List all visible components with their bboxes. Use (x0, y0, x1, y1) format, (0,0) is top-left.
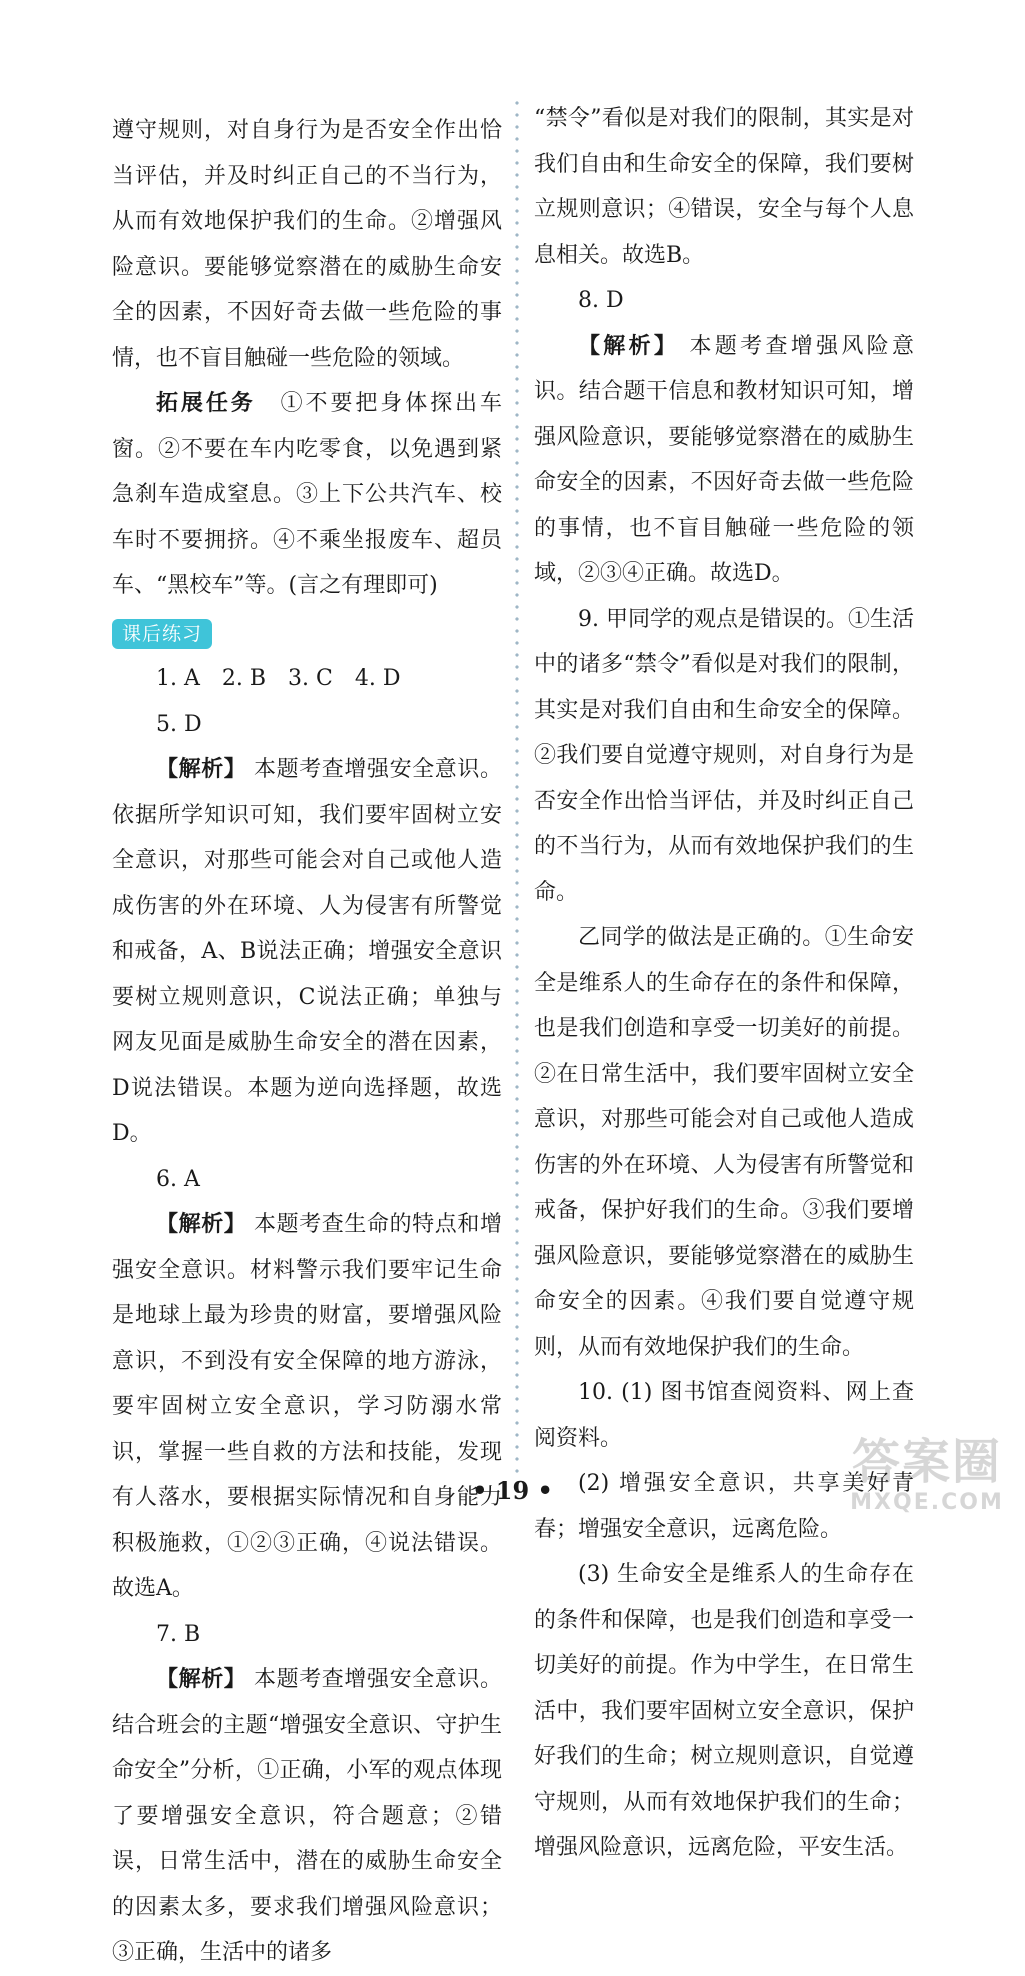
analysis-8-text: 本题考查增强风险意识。结合题干信息和教材知识可知，增强风险意识，要能够觉察潜在的威胁生命安全的因素，不因好奇去做一些危险的事情，也不盲目触碰一些危险的领域，②③④正确。故选D。 (534, 333, 914, 586)
analysis-label: 【解析】 (156, 1667, 247, 1692)
watermark-logo (842, 1434, 1012, 1530)
answer-10-2: (2) 增强安全意识，共享美好青春；增强安全意识，远离危险。 (534, 1471, 914, 1542)
analysis-7-text: 本题考查增强安全意识。结合班会的主题“增强安全意识、守护生命安全”分析，①正确，小军的观点体现了要增强安全意识，符合题意；②错误，日常生活中，潜在的威胁生命安全的因素太多，要求我们增强风险意识；③正确，生活中的诸多 (112, 1667, 502, 1965)
answer-5: 5. D (156, 711, 202, 737)
analysis-label: 【解析】 (156, 1212, 247, 1237)
analysis-5 (112, 747, 502, 1157)
right-column (534, 96, 914, 1871)
analysis-label: 【解析】 (578, 333, 680, 359)
extension-task-text: ①不要把身体探出车窗。②不要在车内吃零食，以免遇到紧急刹车造成窒息。③上下公共汽车、校车时不要拥挤。④不乘坐报废车、超员车、“黑校车”等。(言之有理即可) (112, 391, 502, 598)
answer-6: 6. A (156, 1166, 200, 1192)
left-column (112, 108, 502, 1976)
answers-1-4: 1. A 2. B 3. C 4. D (156, 666, 401, 691)
watermark-text: 答案圈 (851, 1434, 1002, 1490)
analysis-label: 【解析】 (156, 757, 247, 782)
extension-task-label: 拓展任务 (156, 391, 256, 416)
page-number: • 19 • (472, 1476, 553, 1505)
analysis-7 (112, 1657, 502, 1976)
watermark-domain: MXQE.COM (850, 1490, 1004, 1515)
analysis-6-text: 本题考查生命的特点和增强安全意识。材料警示我们要牢记生命是地球上最为珍贵的财富，要增强风险意识，不到没有安全保障的地方游泳，要牢固树立安全意识，学习防溺水常识，掌握一些自救的方法和技能，发现有人落水，要根据实际情况和自身能力积极施救，①②③正确，④说法错误。故选A。 (112, 1212, 502, 1601)
answer-8: 8. D (578, 288, 624, 313)
answer-10-3: (3) 生命安全是维系人的生命存在的条件和保障，也是我们创造和享受一切美好的前提。作为中学生，在日常生活中，我们要牢固树立安全意识，保护好我们的生命；树立规则意识，自觉遵守规则，从而有效地保护我们的生命；增强风险意识，远离危险，平安生活。 (534, 1562, 914, 1860)
answer-9-part-a: 9. 甲同学的观点是错误的。①生活中的诸多“禁令”看似是对我们的限制，其实是对我们自由和生命安全的保障。②我们要自觉遵守规则，对自身行为是否安全作出恰当评估，并及时纠正自己的不当行为，从而有效地保护我们的生命。 (534, 606, 914, 905)
answer-9-part-b: 乙同学的做法是正确的。①生命安全是维系人的生命存在的条件和保障，也是我们创造和享受一切美好的前提。②在日常生活中，我们要牢固树立安全意识，对那些可能会对自己或他人造成伤害的外在环境、人为侵害有所警觉和戒备，保护好我们的生命。③我们要增强风险意识，要能够觉察潜在的威胁生命安全的因素。④我们要自觉遵守规则，从而有效地保护我们的生命。 (534, 925, 914, 1360)
section-badge-homework: 课后练习 (112, 619, 212, 649)
answer-7: 7. B (156, 1621, 201, 1647)
extension-task (112, 381, 502, 609)
analysis-8 (534, 324, 914, 597)
intro-paragraph: 遵守规则，对自身行为是否安全作出恰当评估，并及时纠正自己的不当行为，从而有效地保护我们的生命。②增强风险意识。要能够觉察潜在的威胁生命安全的因素，不因好奇去做一些危险的事情，也不盲目触碰一些危险的领域。 (112, 118, 502, 371)
answer-10-1: 10. (1) 图书馆查阅资料、网上查阅资料。 (534, 1380, 914, 1451)
column-divider (512, 98, 522, 1473)
analysis-7-continued: “禁令”看似是对我们的限制，其实是对我们自由和生命安全的保障，我们要树立规则意识；④错误，安全与每个人息息相关。故选B。 (534, 106, 914, 268)
analysis-5-text: 本题考查增强安全意识。依据所学知识可知，我们要牢固树立安全意识，对那些可能会对自己或他人造成伤害的外在环境、人为侵害有所警觉和戒备，A、B说法正确；增强安全意识要树立规则意识，C说法正确；单独与网友见面是威胁生命安全的潜在因素，D说法错误。本题为逆向选择题，故选D。 (112, 757, 502, 1146)
analysis-6 (112, 1202, 502, 1612)
